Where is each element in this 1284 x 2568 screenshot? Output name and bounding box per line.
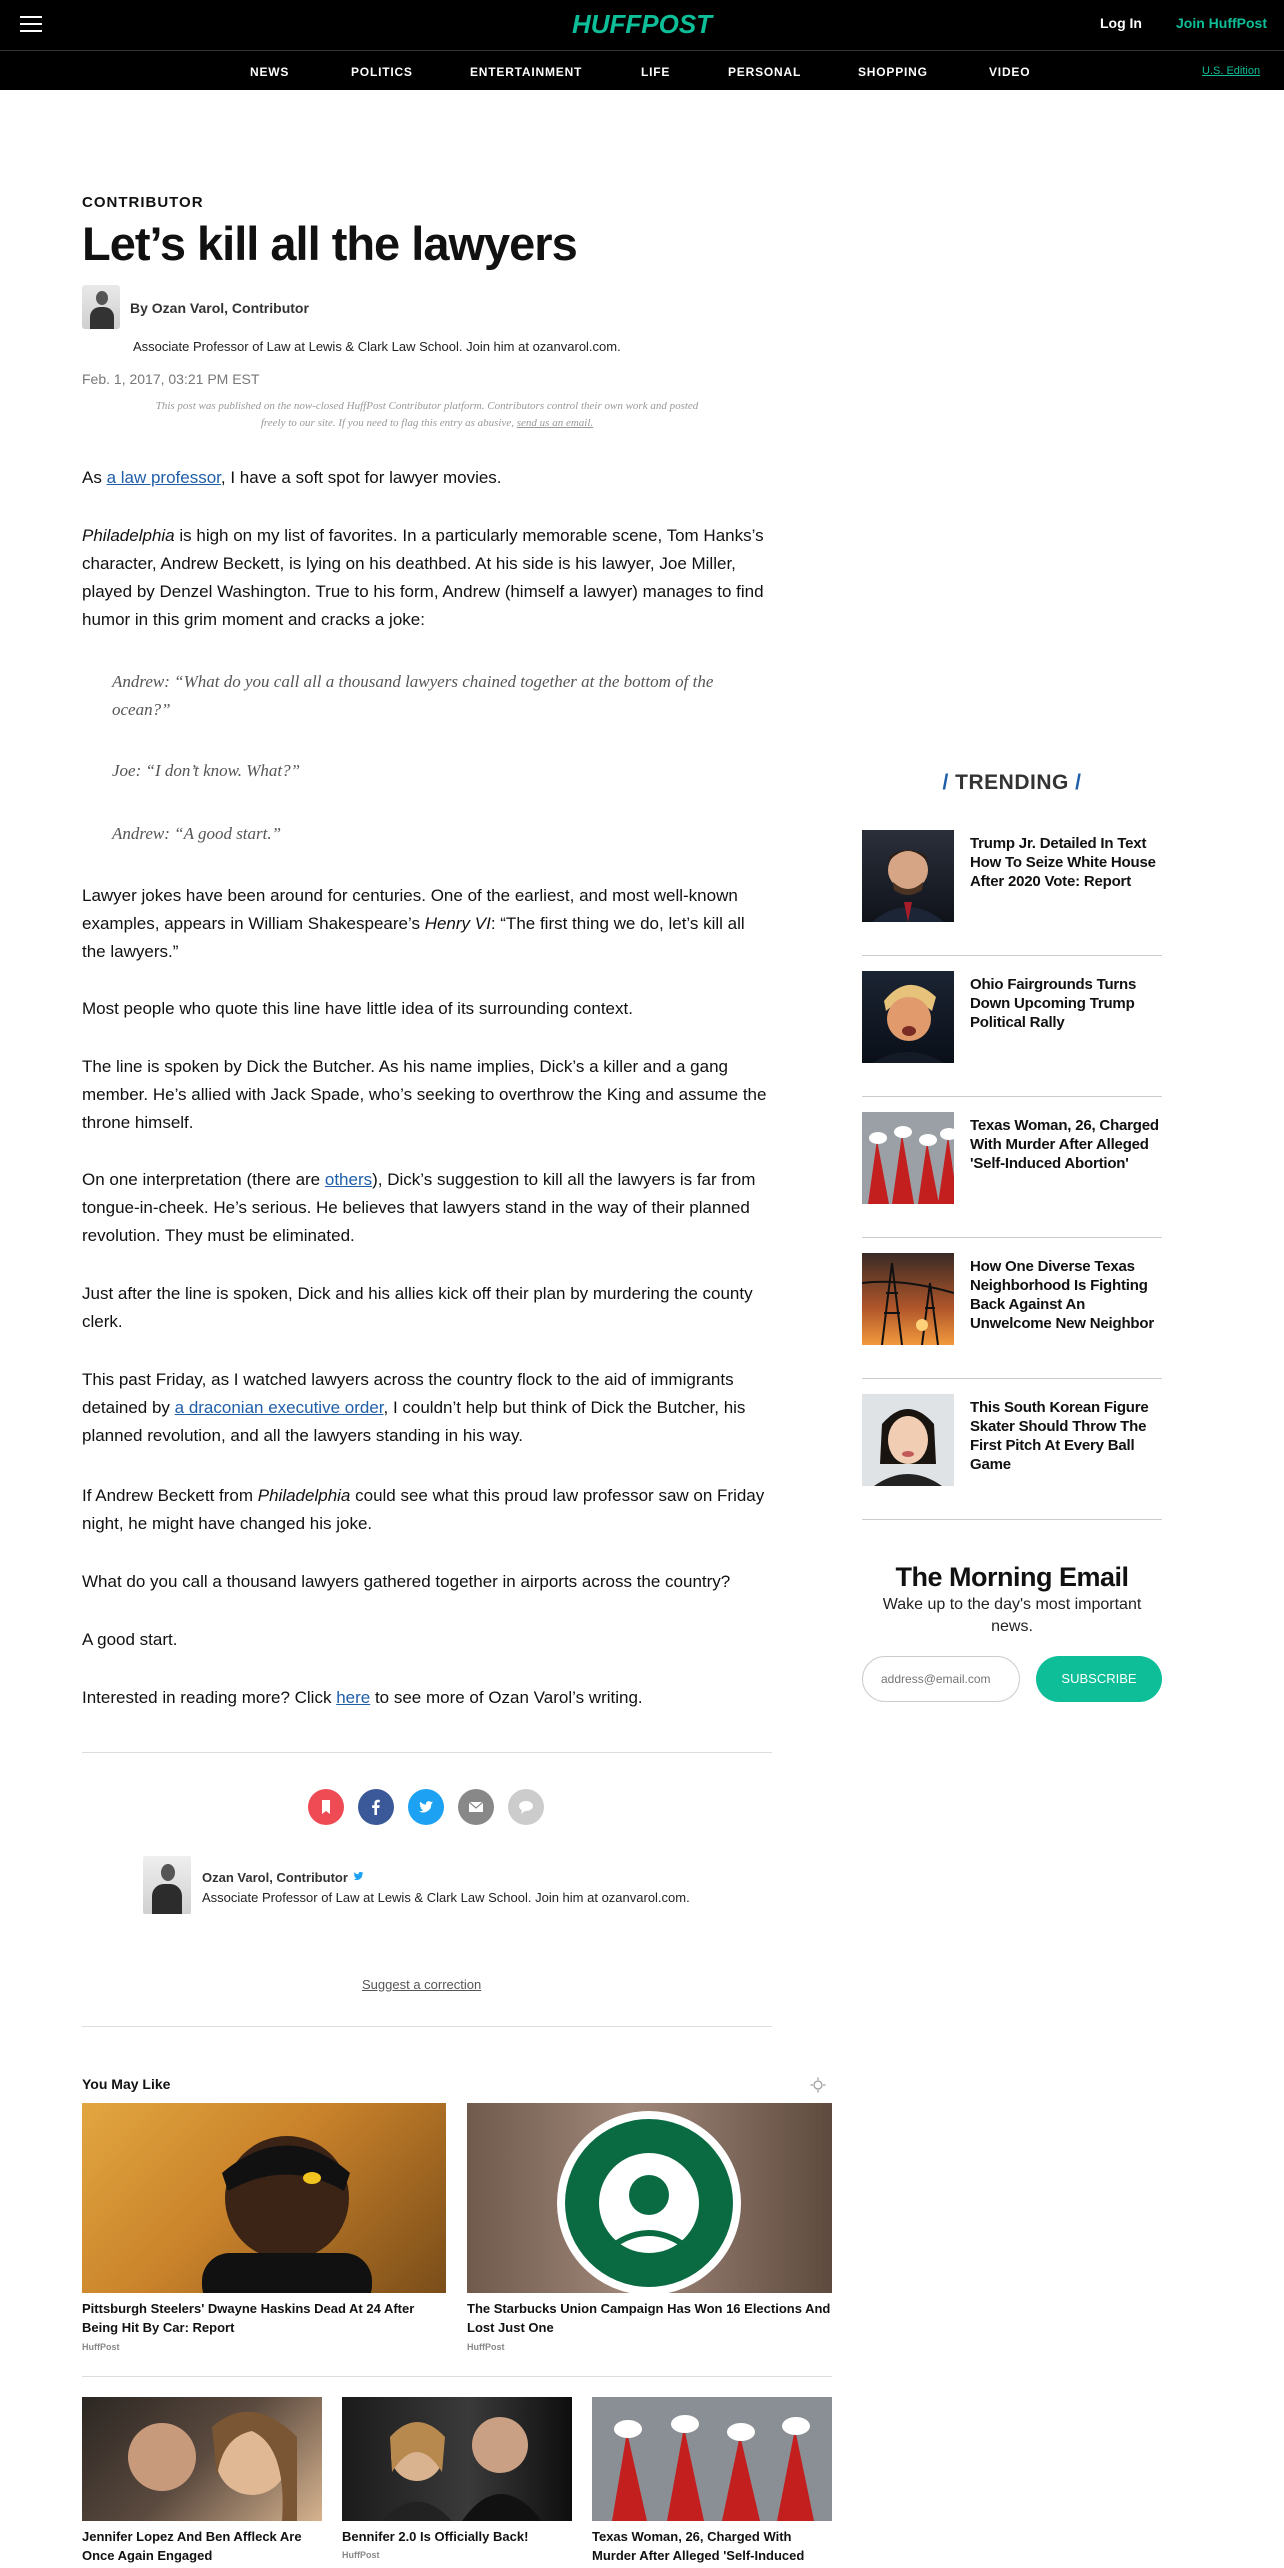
login-link[interactable]: Log In xyxy=(1100,15,1142,31)
paragraph: A good start. xyxy=(82,1630,178,1649)
text: : “The first thing we do, let’s kill all the lawyers.” xyxy=(82,914,745,961)
paragraph xyxy=(82,522,772,634)
paragraph xyxy=(82,464,772,492)
card-image[interactable] xyxy=(82,2103,446,2293)
blockquote: Joe: “I don’t know. What?” xyxy=(112,761,301,780)
paragraph xyxy=(82,1366,772,1450)
card-image[interactable] xyxy=(342,2397,572,2521)
twitter-icon[interactable] xyxy=(352,1871,365,1882)
section-nav xyxy=(0,50,1284,90)
text: This past Friday, as I watched lawyers across the country flock to the aid of immigrants detained by xyxy=(82,1370,734,1417)
paragraph: Just after the line is spoken, Dick and his allies kick off their plan by murdering the county clerk. xyxy=(82,1284,753,1331)
author-name[interactable] xyxy=(202,1870,365,1885)
card-source: HuffPost xyxy=(82,2342,120,2352)
text: Interested in reading more? Click xyxy=(82,1688,337,1707)
card-image[interactable] xyxy=(82,2397,322,2521)
nav-entertainment[interactable]: ENTERTAINMENT xyxy=(470,65,583,79)
divider xyxy=(82,2376,832,2377)
nav-politics[interactable]: POLITICS xyxy=(351,65,413,79)
disclaimer-text-1: This post was published on the now-closed HuffPost Contributor platform. Contributors control their own work and posted xyxy=(155,400,699,412)
author-bio: Associate Professor of Law at Lewis & Clark Law School. Join him at ozanvarol.com. xyxy=(202,1890,690,1905)
facebook-icon[interactable] xyxy=(358,1789,394,1825)
trending-thumb[interactable] xyxy=(862,830,954,922)
slash-icon: / xyxy=(1075,771,1082,794)
executive-order-link[interactable]: a draconian executive order xyxy=(174,1398,384,1417)
author-name-text: Ozan Varol, Contributor xyxy=(202,1870,348,1885)
nav-video[interactable]: VIDEO xyxy=(989,65,1031,79)
nav-personal[interactable]: PERSONAL xyxy=(728,65,802,79)
others-link[interactable]: others xyxy=(324,1170,373,1189)
trending-thumb[interactable] xyxy=(862,971,954,1063)
nav-news[interactable]: NEWS xyxy=(250,65,290,79)
law-professor-link[interactable]: a law professor xyxy=(106,468,221,487)
card-title[interactable]: Pittsburgh Steelers' Dwayne Haskins Dead At 24 After Being Hit By Car: Report xyxy=(82,2301,415,2335)
card-source: HuffPost xyxy=(467,2342,505,2352)
trending-thumb[interactable] xyxy=(862,1112,954,1204)
bookmark-icon[interactable] xyxy=(308,1789,344,1825)
comment-icon[interactable] xyxy=(508,1789,544,1825)
top-bar xyxy=(0,0,1284,50)
you-may-like-heading: You May Like xyxy=(82,2076,171,2092)
slash-icon: / xyxy=(942,771,949,794)
trending-title[interactable]: Ohio Fairgrounds Turns Down Upcoming Trump Political Rally xyxy=(970,976,1137,1031)
more-writing-link[interactable]: here xyxy=(336,1688,371,1707)
sponsored-info-icon[interactable] xyxy=(810,2077,826,2093)
text: to see more of Ozan Varol’s writing. xyxy=(370,1688,643,1707)
page-title: Let’s kill all the lawyers xyxy=(82,217,577,270)
trending-title[interactable]: This South Korean Figure Skater Should Throw The First Pitch At Every Ball Game xyxy=(970,1399,1149,1473)
paragraph xyxy=(82,1166,772,1250)
edition-link[interactable]: U.S. Edition xyxy=(1202,65,1261,77)
subscribe-button[interactable]: SUBSCRIBE xyxy=(1036,1656,1162,1702)
author-avatar[interactable] xyxy=(143,1856,191,1914)
play-title: Henry VI xyxy=(424,914,491,933)
trending-item[interactable] xyxy=(862,1394,1162,1520)
trending-item[interactable] xyxy=(862,830,1162,956)
paragraph xyxy=(82,882,772,966)
paragraph: Most people who quote this line have little idea of its surrounding context. xyxy=(82,999,633,1018)
card-title[interactable]: The Starbucks Union Campaign Has Won 16 Elections And Lost Just One xyxy=(467,2301,831,2335)
card-image[interactable] xyxy=(592,2397,832,2521)
trending-heading xyxy=(862,771,1162,795)
trending-title[interactable]: Texas Woman, 26, Charged With Murder After Alleged 'Self-Induced Abortion' xyxy=(970,1117,1159,1172)
blockquote: Andrew: “What do you call all a thousand lawyers chained together at the bottom of the ocean?” xyxy=(112,672,714,719)
email-field[interactable] xyxy=(862,1656,1020,1702)
kicker: CONTRIBUTOR xyxy=(82,194,204,211)
suggest-correction-link[interactable]: Suggest a correction xyxy=(362,1977,482,1992)
contributor-disclaimer xyxy=(82,398,772,432)
card-source: HuffPost xyxy=(342,2550,380,2560)
text: is high on my list of favorites. In a particularly memorable scene, Tom Hanks’s character, Andrew Beckett, is lying on his deathbed. At his side is his lawyer, Joe Miller, played by Denzel Washington. True to his form, Andrew (himself a lawyer) manages to find humor in this grim moment and cracks a joke: xyxy=(82,526,764,629)
trending-item[interactable] xyxy=(862,1253,1162,1379)
film-title: Philadelphia xyxy=(257,1486,351,1505)
nav-life[interactable]: LIFE xyxy=(641,65,671,79)
text: ), Dick’s suggestion to kill all the lawyers is far from tongue-in-cheek. He’s serious. He believes that lawyers stand in the way of their planned revolution. They must be eliminated. xyxy=(82,1170,756,1245)
author-bio: Associate Professor of Law at Lewis & Clark Law School. Join him at ozanvarol.com. xyxy=(133,339,621,354)
film-title: Philadelphia xyxy=(82,526,175,545)
avatar[interactable] xyxy=(82,285,120,329)
newsletter-subtitle: Wake up to the day's most important news. xyxy=(882,1596,1142,1635)
card-title[interactable]: Texas Woman, 26, Charged With Murder After Alleged 'Self-Induced xyxy=(592,2529,805,2563)
text: On one interpretation (there are xyxy=(82,1170,325,1189)
disclaimer-text-2: freely to our site. If you need to flag this entry as abusive, xyxy=(260,417,514,429)
text: , I have a soft spot for lawyer movies. xyxy=(220,468,502,487)
newsletter-title: The Morning Email xyxy=(895,1562,1129,1592)
join-link[interactable]: Join HuffPost xyxy=(1176,15,1267,31)
paragraph xyxy=(82,1684,772,1712)
paragraph: What do you call a thousand lawyers gathered together in airports across the country? xyxy=(82,1572,731,1591)
card-title[interactable]: Jennifer Lopez And Ben Affleck Are Once Again Engaged xyxy=(82,2529,302,2563)
card-title[interactable]: Bennifer 2.0 Is Officially Back! xyxy=(342,2529,529,2544)
text: could see what this proud law professor saw on Friday night, he might have changed his joke. xyxy=(82,1486,765,1533)
byline[interactable]: By Ozan Varol, Contributor xyxy=(130,300,309,316)
trending-title[interactable]: Trump Jr. Detailed In Text How To Seize White House After 2020 Vote: Report xyxy=(970,835,1156,890)
trending-item[interactable] xyxy=(862,1112,1162,1238)
divider xyxy=(82,2026,772,2027)
paragraph: The line is spoken by Dick the Butcher. As his name implies, Dick’s a killer and a gang member. He’s allied with Jack Spade, who’s seeking to overthrow the King and assume the throne himself. xyxy=(82,1057,767,1132)
text: As xyxy=(82,468,107,487)
twitter-icon[interactable] xyxy=(408,1789,444,1825)
nav-shopping[interactable]: SHOPPING xyxy=(858,65,928,79)
publish-date: Feb. 1, 2017, 03:21 PM EST xyxy=(82,371,260,387)
trending-thumb[interactable] xyxy=(862,1253,954,1345)
trending-thumb[interactable] xyxy=(862,1394,954,1486)
blockquote: Andrew: “A good start.” xyxy=(112,824,282,843)
trending-label: TRENDING xyxy=(955,771,1069,794)
card-image[interactable] xyxy=(467,2103,832,2293)
menu-icon[interactable] xyxy=(20,16,42,34)
huffpost-logo[interactable]: HUFFPOST xyxy=(571,9,713,39)
trending-item[interactable] xyxy=(862,971,1162,1097)
text: Lawyer jokes have been around for centuries. One of the earliest, and most well-known examples, appears in William Shakespeare’s xyxy=(82,886,738,933)
disclaimer-email-link[interactable]: send us an email. xyxy=(516,417,594,429)
trending-title[interactable]: How One Diverse Texas Neighborhood Is Fighting Back Against An Unwelcome New Neighbor xyxy=(970,1258,1154,1332)
text: , I couldn’t help but think of Dick the Butcher, his planned revolution, and all the lawyers standing in his way. xyxy=(82,1398,746,1445)
email-icon[interactable] xyxy=(458,1789,494,1825)
text: If Andrew Beckett from xyxy=(82,1486,258,1505)
divider xyxy=(82,1752,772,1753)
paragraph xyxy=(82,1482,772,1538)
